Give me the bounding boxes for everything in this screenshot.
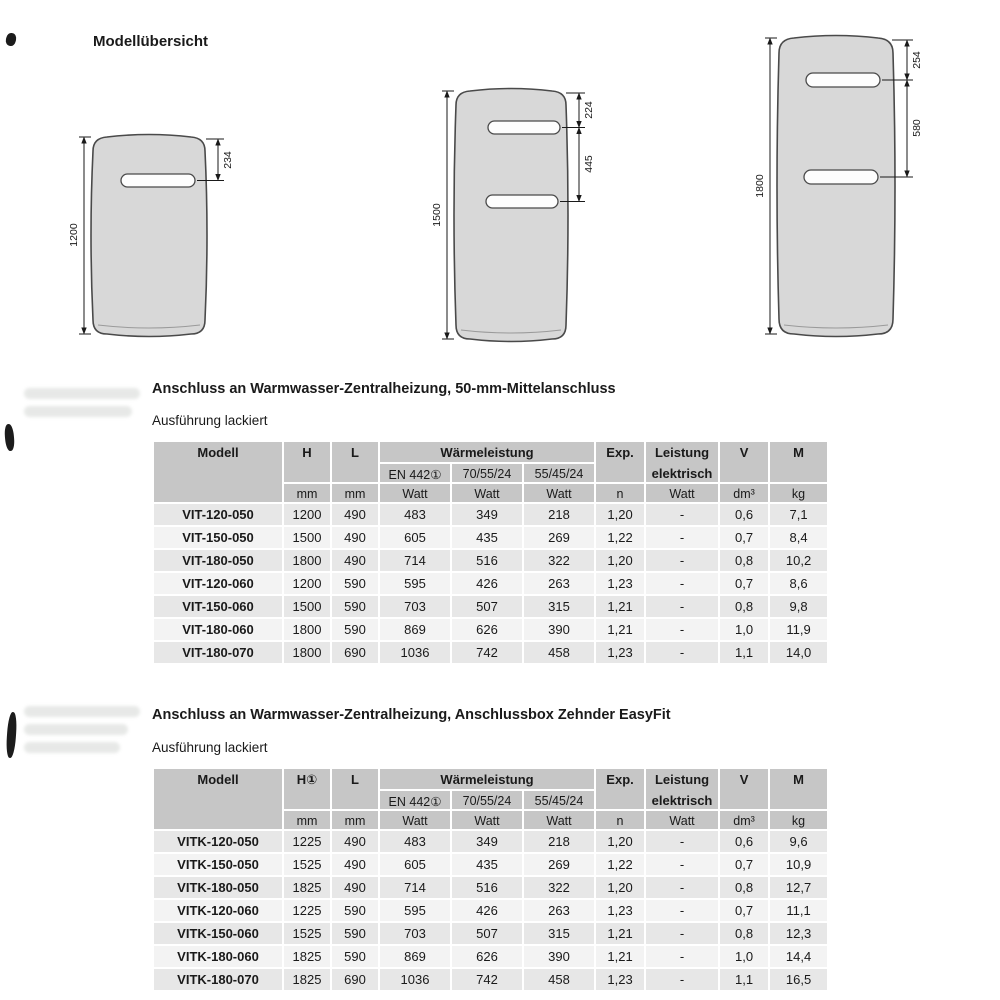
value-cell: 1200 (283, 503, 331, 526)
value-cell: 315 (523, 922, 595, 945)
value-cell: 1,22 (595, 853, 645, 876)
value-cell: - (645, 922, 719, 945)
value-cell: 1200 (283, 572, 331, 595)
value-cell: 690 (331, 641, 379, 664)
unit-watt: Watt (645, 483, 719, 503)
value-cell: 349 (451, 830, 523, 853)
unit-dm3: dm³ (719, 810, 769, 830)
value-cell: 0,6 (719, 503, 769, 526)
value-cell: 426 (451, 572, 523, 595)
value-cell: 218 (523, 503, 595, 526)
table-row (153, 526, 828, 549)
value-cell: 1800 (283, 549, 331, 572)
value-cell: - (645, 876, 719, 899)
value-cell: 0,8 (719, 549, 769, 572)
unit-watt: Watt (523, 810, 595, 830)
value-cell: - (645, 618, 719, 641)
value-cell: 9,8 (769, 595, 828, 618)
model-cell: VITK-150-050 (153, 853, 283, 876)
col-header-v: V (719, 441, 769, 483)
value-cell: 10,2 (769, 549, 828, 572)
value-cell: 0,6 (719, 830, 769, 853)
value-cell: 1,23 (595, 968, 645, 991)
value-cell: 458 (523, 641, 595, 664)
table-row (153, 572, 828, 595)
col-header-elektrisch: elektrisch (645, 463, 719, 483)
value-cell: 0,8 (719, 922, 769, 945)
value-cell: 7,1 (769, 503, 828, 526)
watermark-smudge (24, 406, 132, 417)
model-cell: VITK-150-060 (153, 922, 283, 945)
unit-watt: Watt (451, 810, 523, 830)
table-row (153, 945, 828, 968)
value-cell: 507 (451, 922, 523, 945)
value-cell: 458 (523, 968, 595, 991)
col-header-m: M (769, 768, 828, 810)
value-cell: 426 (451, 899, 523, 922)
dim-height-1800: 1800 (754, 174, 766, 198)
value-cell: 590 (331, 595, 379, 618)
model-cell: VIT-150-050 (153, 526, 283, 549)
value-cell: 315 (523, 595, 595, 618)
model-cell: VITK-180-050 (153, 876, 283, 899)
dim-580: 580 (911, 119, 923, 137)
value-cell: 714 (379, 549, 451, 572)
unit-watt: Watt (645, 810, 719, 830)
value-cell: 1,23 (595, 641, 645, 664)
value-cell: - (645, 549, 719, 572)
model-cell: VIT-120-050 (153, 503, 283, 526)
unit-dm3: dm³ (719, 483, 769, 503)
value-cell: 1500 (283, 526, 331, 549)
table-row (153, 503, 828, 526)
value-cell: 490 (331, 853, 379, 876)
dim-234: 234 (222, 151, 234, 169)
value-cell: 218 (523, 830, 595, 853)
col-header-70-55-24: 70/55/24 (451, 463, 523, 483)
model-cell: VITK-180-060 (153, 945, 283, 968)
page-title: Modellübersicht (93, 33, 209, 50)
radiator-slot (121, 174, 195, 187)
watermark-smudge (24, 724, 128, 735)
value-cell: 269 (523, 526, 595, 549)
radiator-slot (804, 170, 878, 184)
value-cell: 1800 (283, 618, 331, 641)
value-cell: 0,8 (719, 595, 769, 618)
value-cell: 590 (331, 922, 379, 945)
col-header-elektrisch: elektrisch (645, 790, 719, 810)
col-header-55-45-24: 55/45/24 (523, 790, 595, 810)
model-cell: VIT-150-060 (153, 595, 283, 618)
value-cell: 1,21 (595, 922, 645, 945)
value-cell: 14,4 (769, 945, 828, 968)
value-cell: 516 (451, 549, 523, 572)
col-header-55-45-24: 55/45/24 (523, 463, 595, 483)
dim-224: 224 (583, 101, 595, 119)
watermark-smudge (24, 742, 120, 753)
value-cell: 516 (451, 876, 523, 899)
unit-mm: mm (283, 810, 331, 830)
table-row (153, 641, 828, 664)
value-cell: - (645, 503, 719, 526)
scan-artifact (5, 712, 17, 759)
value-cell: 1,20 (595, 876, 645, 899)
col-header-m: M (769, 441, 828, 483)
table-row (153, 595, 828, 618)
value-cell: 322 (523, 876, 595, 899)
unit-watt: Watt (379, 483, 451, 503)
value-cell: 1,21 (595, 595, 645, 618)
scan-artifact (4, 424, 15, 452)
value-cell: 435 (451, 853, 523, 876)
model-cell: VIT-180-060 (153, 618, 283, 641)
radiator-1200-diagram (68, 135, 234, 337)
value-cell: 714 (379, 876, 451, 899)
value-cell: 590 (331, 618, 379, 641)
value-cell: 742 (451, 641, 523, 664)
value-cell: 490 (331, 830, 379, 853)
value-cell: 8,4 (769, 526, 828, 549)
value-cell: 349 (451, 503, 523, 526)
value-cell: 595 (379, 899, 451, 922)
unit-watt: Watt (523, 483, 595, 503)
value-cell: - (645, 595, 719, 618)
value-cell: 1525 (283, 922, 331, 945)
value-cell: 1225 (283, 830, 331, 853)
col-header-en442: EN 442① (379, 790, 451, 810)
value-cell: 590 (331, 899, 379, 922)
dim-445: 445 (583, 155, 595, 173)
model-cell: VIT-120-060 (153, 572, 283, 595)
radiator-1800-diagram (754, 36, 923, 337)
spec-table-easyfit (152, 767, 829, 992)
value-cell: 690 (331, 968, 379, 991)
model-cell: VITK-180-070 (153, 968, 283, 991)
value-cell: 590 (331, 572, 379, 595)
value-cell: - (645, 968, 719, 991)
value-cell: - (645, 572, 719, 595)
value-cell: 263 (523, 572, 595, 595)
col-header-h: H (283, 441, 331, 483)
watermark-smudge (24, 706, 140, 717)
value-cell: 483 (379, 830, 451, 853)
radiator-slot (806, 73, 880, 87)
col-header-l: L (331, 768, 379, 810)
value-cell: - (645, 526, 719, 549)
value-cell: - (645, 830, 719, 853)
value-cell: - (645, 945, 719, 968)
radiator-slot (486, 195, 558, 208)
value-cell: 490 (331, 503, 379, 526)
table-body (153, 830, 828, 991)
value-cell: 0,8 (719, 876, 769, 899)
value-cell: 605 (379, 526, 451, 549)
value-cell: 0,7 (719, 526, 769, 549)
unit-kg: kg (769, 810, 828, 830)
col-header-exp: Exp. (595, 768, 645, 810)
table-row (153, 830, 828, 853)
value-cell: 9,6 (769, 830, 828, 853)
value-cell: 1,21 (595, 618, 645, 641)
value-cell: 1,1 (719, 641, 769, 664)
value-cell: 263 (523, 899, 595, 922)
watermark-smudge (24, 388, 140, 399)
value-cell: 490 (331, 526, 379, 549)
value-cell: 605 (379, 853, 451, 876)
table-row (153, 618, 828, 641)
value-cell: 1525 (283, 853, 331, 876)
value-cell: 703 (379, 922, 451, 945)
value-cell: 1,1 (719, 968, 769, 991)
value-cell: 1825 (283, 876, 331, 899)
section1-heading: Anschluss an Warmwasser-Zentralheizung, 50-mm-Mittelanschluss (152, 381, 616, 397)
value-cell: 626 (451, 618, 523, 641)
unit-mm: mm (283, 483, 331, 503)
value-cell: 0,7 (719, 853, 769, 876)
section2-heading: Anschluss an Warmwasser-Zentralheizung, Anschlussbox Zehnder EasyFit (152, 707, 671, 723)
value-cell: 322 (523, 549, 595, 572)
table-row (153, 876, 828, 899)
dim-height-1200: 1200 (68, 223, 80, 247)
value-cell: 1,23 (595, 899, 645, 922)
value-cell: 12,3 (769, 922, 828, 945)
model-cell: VIT-180-070 (153, 641, 283, 664)
section2-subheading: Ausführung lackiert (152, 740, 268, 755)
value-cell: 1225 (283, 899, 331, 922)
unit-mm: mm (331, 483, 379, 503)
col-header-leistung: Leistung (645, 441, 719, 463)
value-cell: 595 (379, 572, 451, 595)
dim-254: 254 (911, 51, 923, 69)
value-cell: 390 (523, 945, 595, 968)
col-header-l: L (331, 441, 379, 483)
model-cell: VIT-180-050 (153, 549, 283, 572)
value-cell: 11,1 (769, 899, 828, 922)
dim-height-1500: 1500 (431, 203, 443, 227)
value-cell: 0,7 (719, 899, 769, 922)
col-header-waermeleistung: Wärmeleistung (379, 441, 595, 463)
unit-n: n (595, 483, 645, 503)
col-header-h: H① (283, 768, 331, 810)
model-cell: VITK-120-060 (153, 899, 283, 922)
unit-kg: kg (769, 483, 828, 503)
value-cell: 12,7 (769, 876, 828, 899)
value-cell: 1036 (379, 641, 451, 664)
col-header-70-55-24: 70/55/24 (451, 790, 523, 810)
model-overview-diagram (0, 0, 1000, 372)
unit-watt: Watt (451, 483, 523, 503)
value-cell: 1,23 (595, 572, 645, 595)
value-cell: 1036 (379, 968, 451, 991)
value-cell: 1,22 (595, 526, 645, 549)
table-row (153, 549, 828, 572)
value-cell: 703 (379, 595, 451, 618)
table-row (153, 899, 828, 922)
value-cell: 1,20 (595, 503, 645, 526)
col-header-modell: Modell (153, 441, 283, 503)
value-cell: 0,7 (719, 572, 769, 595)
value-cell: 742 (451, 968, 523, 991)
value-cell: 490 (331, 549, 379, 572)
col-header-exp: Exp. (595, 441, 645, 483)
col-header-v: V (719, 768, 769, 810)
value-cell: - (645, 899, 719, 922)
table-row (153, 922, 828, 945)
radiator-slot (488, 121, 560, 134)
radiator-panel (91, 135, 207, 337)
section1-subheading: Ausführung lackiert (152, 413, 268, 428)
table-row (153, 968, 828, 991)
value-cell: 490 (331, 876, 379, 899)
value-cell: 1,0 (719, 945, 769, 968)
value-cell: 1800 (283, 641, 331, 664)
col-header-leistung: Leistung (645, 768, 719, 790)
value-cell: - (645, 853, 719, 876)
value-cell: 14,0 (769, 641, 828, 664)
value-cell: - (645, 641, 719, 664)
value-cell: 435 (451, 526, 523, 549)
unit-mm: mm (331, 810, 379, 830)
value-cell: 269 (523, 853, 595, 876)
model-cell: VITK-120-050 (153, 830, 283, 853)
value-cell: 1,0 (719, 618, 769, 641)
value-cell: 507 (451, 595, 523, 618)
value-cell: 869 (379, 945, 451, 968)
value-cell: 1,20 (595, 549, 645, 572)
value-cell: 483 (379, 503, 451, 526)
value-cell: 1825 (283, 945, 331, 968)
col-header-en442: EN 442① (379, 463, 451, 483)
unit-n: n (595, 810, 645, 830)
value-cell: 1500 (283, 595, 331, 618)
value-cell: 8,6 (769, 572, 828, 595)
value-cell: 869 (379, 618, 451, 641)
value-cell: 1,20 (595, 830, 645, 853)
value-cell: 626 (451, 945, 523, 968)
col-header-waermeleistung: Wärmeleistung (379, 768, 595, 790)
value-cell: 1,21 (595, 945, 645, 968)
table-row (153, 853, 828, 876)
value-cell: 390 (523, 618, 595, 641)
spec-table-mittelanschluss (152, 440, 829, 665)
value-cell: 11,9 (769, 618, 828, 641)
value-cell: 590 (331, 945, 379, 968)
table-body (153, 503, 828, 664)
value-cell: 1825 (283, 968, 331, 991)
value-cell: 10,9 (769, 853, 828, 876)
unit-watt: Watt (379, 810, 451, 830)
col-header-modell: Modell (153, 768, 283, 830)
value-cell: 16,5 (769, 968, 828, 991)
radiator-1500-diagram (431, 89, 595, 342)
